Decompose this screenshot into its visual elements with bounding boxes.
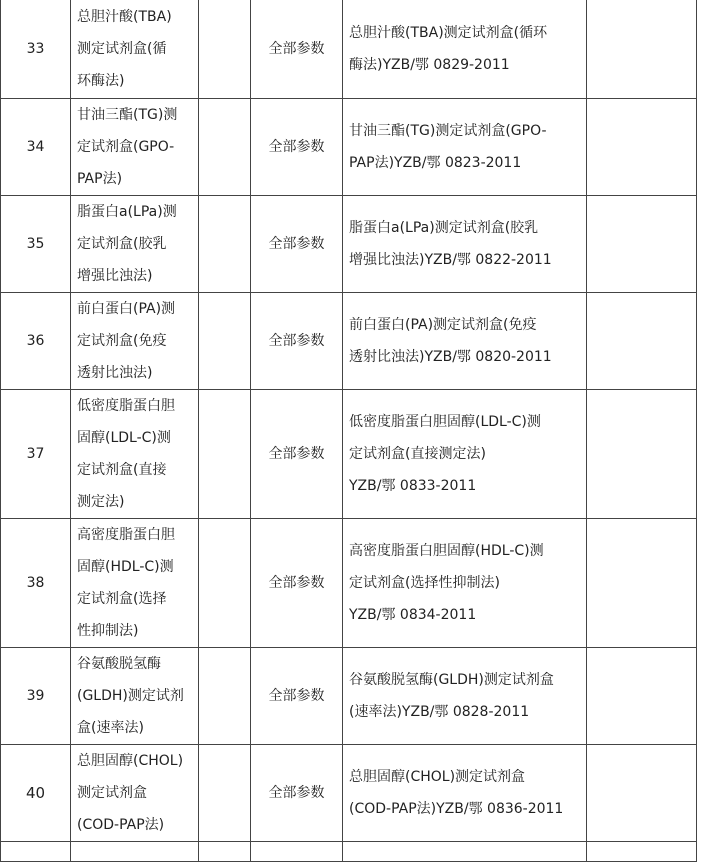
- standard-reference: [343, 745, 587, 842]
- product-name-line: 高密度脂蛋白胆: [77, 527, 175, 543]
- standard-reference-line: 前白蛋白(PA)测定试剂盒(免疫: [349, 317, 537, 333]
- product-name: [71, 293, 199, 390]
- standard-reference: [343, 196, 587, 293]
- standard-reference-line: 酶法)YZB/鄂 0829-2011: [349, 57, 510, 73]
- standard-reference-line: 甘油三酯(TG)测定试剂盒(GPO-: [349, 123, 547, 139]
- product-name-line: 定试剂盒(选择: [77, 591, 167, 607]
- product-name-line: 低密度脂蛋白胆: [77, 398, 175, 414]
- product-name: [71, 519, 199, 648]
- standard-reference-line: 透射比浊法)YZB/鄂 0820-2011: [349, 349, 552, 365]
- table-body: [1, 0, 697, 862]
- table-row: [1, 99, 697, 196]
- test-scope: 全部参数: [251, 519, 343, 648]
- product-name: [71, 99, 199, 196]
- empty-cell: [587, 99, 697, 196]
- table-row: [1, 745, 697, 842]
- row-index: 39: [1, 648, 71, 745]
- empty-cell: [199, 99, 251, 196]
- table-row: [1, 519, 697, 648]
- test-scope: 全部参数: [251, 196, 343, 293]
- product-name-line: 甘油三酯(TG)测: [77, 107, 178, 123]
- standard-reference-line: 增强比浊法)YZB/鄂 0822-2011: [349, 252, 552, 268]
- row-index: 38: [1, 519, 71, 648]
- empty-cell: [587, 519, 697, 648]
- standard-reference-line: YZB/鄂 0833-2011: [349, 478, 477, 494]
- standard-reference: [343, 519, 587, 648]
- empty-cell: [587, 293, 697, 390]
- product-name-line: 环酶法): [77, 73, 125, 89]
- standard-reference-line: 脂蛋白a(LPa)测定试剂盒(胶乳: [349, 220, 539, 236]
- standard-reference-line: PAP法)YZB/鄂 0823-2011: [349, 155, 522, 171]
- empty-cell: [587, 0, 697, 99]
- product-name-line: 增强比浊法): [77, 268, 153, 284]
- product-name-line: 谷氨酸脱氢酶: [77, 656, 161, 672]
- empty-cell: [199, 196, 251, 293]
- standard-reference-line: 低密度脂蛋白胆固醇(LDL-C)测: [349, 414, 541, 430]
- product-name-line: 固醇(HDL-C)测: [77, 559, 174, 575]
- table-row: [1, 390, 697, 519]
- table-row: [1, 196, 697, 293]
- product-name-line: 透射比浊法): [77, 365, 153, 381]
- empty-cell: [587, 842, 697, 862]
- empty-cell: [587, 390, 697, 519]
- product-name-line: 定试剂盒(免疫: [77, 333, 167, 349]
- test-scope: 全部参数: [251, 648, 343, 745]
- standard-reference: [343, 0, 587, 99]
- product-name-line: (GLDH)测定试剂: [77, 688, 184, 704]
- product-name-line: PAP法): [77, 171, 123, 187]
- empty-cell: [199, 842, 251, 862]
- empty-cell: [199, 648, 251, 745]
- product-name-line: 总胆固醇(CHOL): [77, 753, 184, 769]
- row-index: 40: [1, 745, 71, 842]
- product-name: [71, 648, 199, 745]
- table-row: [1, 0, 697, 99]
- product-name: [71, 196, 199, 293]
- empty-cell: [587, 745, 697, 842]
- row-index: 33: [1, 0, 71, 99]
- product-name: [71, 0, 199, 99]
- standard-reference-line: 定试剂盒(直接测定法): [349, 446, 486, 462]
- table-row: [1, 293, 697, 390]
- product-name-line: 性抑制法): [77, 623, 139, 639]
- empty-cell: [199, 390, 251, 519]
- test-scope: 全部参数: [251, 293, 343, 390]
- product-name-line: 测定试剂盒: [77, 785, 147, 801]
- standard-reference-line: 谷氨酸脱氢酶(GLDH)测定试剂盒: [349, 672, 554, 688]
- empty-cell: [587, 196, 697, 293]
- row-index: 35: [1, 196, 71, 293]
- table-row-partial: [1, 842, 697, 862]
- standard-reference: [343, 99, 587, 196]
- test-scope: 全部参数: [251, 745, 343, 842]
- empty-cell: [199, 745, 251, 842]
- empty-cell: [71, 842, 199, 862]
- product-name-line: (COD-PAP法): [77, 817, 165, 833]
- row-index: 34: [1, 99, 71, 196]
- row-index: 37: [1, 390, 71, 519]
- product-name-line: 固醇(LDL-C)测: [77, 430, 171, 446]
- standard-reference-line: 总胆固醇(CHOL)测定试剂盒: [349, 769, 526, 785]
- product-name-line: 前白蛋白(PA)测: [77, 301, 176, 317]
- standard-reference: [343, 293, 587, 390]
- empty-cell: [251, 842, 343, 862]
- product-name-line: 定试剂盒(直接: [77, 462, 167, 478]
- empty-cell: [199, 0, 251, 99]
- standard-reference: [343, 390, 587, 519]
- standard-reference-line: 定试剂盒(选择性抑制法): [349, 575, 500, 591]
- product-name-line: 盒(速率法): [77, 720, 144, 736]
- standard-reference-line: YZB/鄂 0834-2011: [349, 607, 477, 623]
- product-name-line: 总胆汁酸(TBA): [77, 9, 172, 25]
- product-name: [71, 390, 199, 519]
- test-scope: 全部参数: [251, 99, 343, 196]
- test-scope: 全部参数: [251, 390, 343, 519]
- product-name-line: 脂蛋白a(LPa)测: [77, 204, 177, 220]
- standard-reference-line: 总胆汁酸(TBA)测定试剂盒(循环: [349, 25, 548, 41]
- product-name-line: 定试剂盒(GPO-: [77, 139, 175, 155]
- standard-reference-line: (速率法)YZB/鄂 0828-2011: [349, 704, 530, 720]
- product-name-line: 测定试剂盒(循: [77, 41, 167, 57]
- empty-cell: [1, 842, 71, 862]
- empty-cell: [199, 293, 251, 390]
- test-scope: 全部参数: [251, 0, 343, 99]
- empty-cell: [343, 842, 587, 862]
- row-index: 36: [1, 293, 71, 390]
- product-name-line: 定试剂盒(胶乳: [77, 236, 167, 252]
- standard-reference: [343, 648, 587, 745]
- empty-cell: [587, 648, 697, 745]
- product-name: [71, 745, 199, 842]
- empty-cell: [199, 519, 251, 648]
- standard-reference-line: (COD-PAP法)YZB/鄂 0836-2011: [349, 801, 564, 817]
- standard-reference-line: 高密度脂蛋白胆固醇(HDL-C)测: [349, 543, 544, 559]
- product-name-line: 测定法): [77, 494, 125, 510]
- table-row: [1, 648, 697, 745]
